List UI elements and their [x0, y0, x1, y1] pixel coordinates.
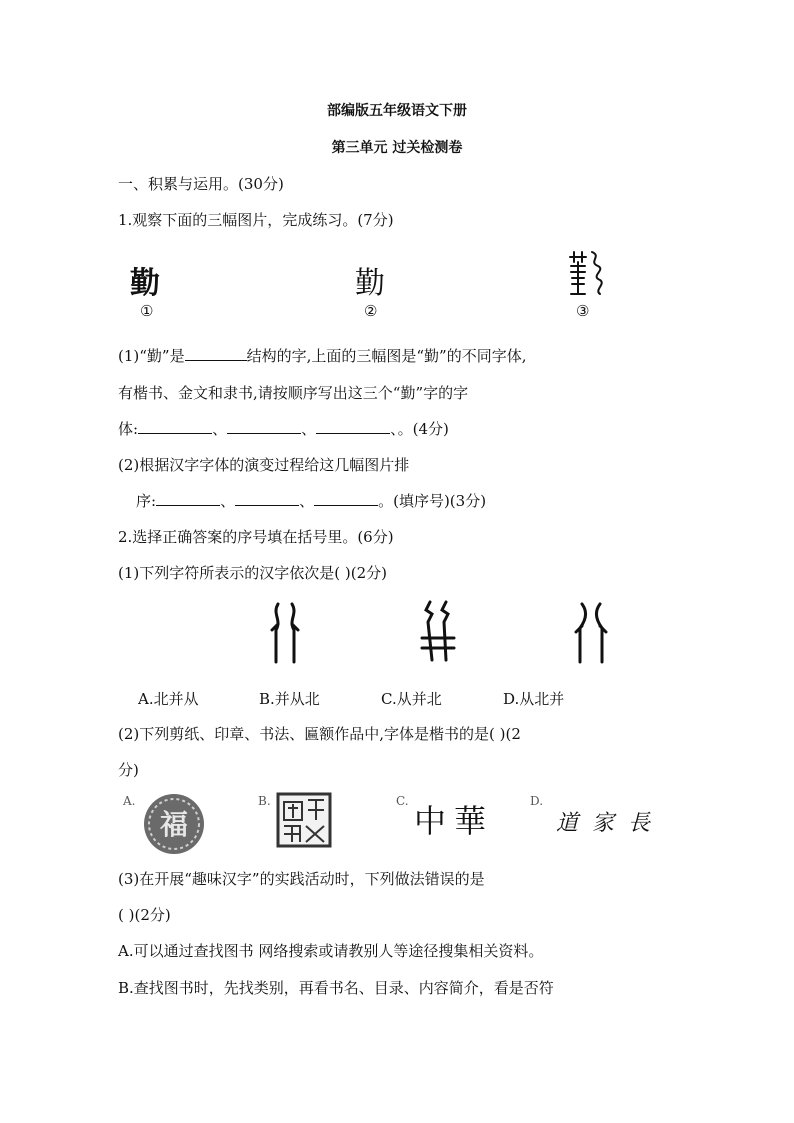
document-title: 部编版五年级语文下册	[327, 103, 467, 119]
calligraphy-zhonghua-text: 中華	[414, 802, 495, 840]
q1-part1-line3-end: 、。(4分)	[390, 420, 449, 438]
q2-sub3-line2: ( )(2分)	[118, 906, 171, 924]
q1-part1-text-b: 结构的字,上面的三幅图是“勤”的不同字体,	[246, 347, 527, 365]
answer-blank-order-2[interactable]	[235, 491, 299, 506]
q1-part2-line2	[136, 491, 486, 511]
glyph-1-char: 勤	[130, 266, 160, 301]
seal-stamp-image	[276, 792, 332, 852]
answer-blank-font-2[interactable]	[227, 419, 301, 434]
papercut-fu-image	[142, 792, 206, 860]
q1-part1-line3-label: 体:	[118, 420, 139, 438]
glyph-image-3-seal	[568, 248, 608, 302]
glyph-2-char: 勤	[355, 266, 385, 301]
oracle-glyph-cong-image	[574, 600, 608, 670]
oracle-glyph-bing-image	[420, 598, 456, 668]
q1-part2-line2-label: 序:	[136, 492, 157, 510]
q1-part2-line2-end: 。(填序号)(3分)	[378, 492, 487, 510]
q1-part1-line3	[118, 419, 449, 439]
glyph-image-1	[130, 258, 160, 302]
answer-blank-order-1[interactable]	[156, 491, 220, 506]
plaque-daojiachang-image	[556, 806, 664, 837]
answer-blank-structure[interactable]	[185, 346, 247, 361]
answer-blank-order-3[interactable]	[314, 491, 378, 506]
separator: 、	[299, 492, 315, 510]
oracle-glyph-bei-image	[268, 600, 302, 670]
papercut-fu-char: 福	[159, 808, 189, 841]
glyph-image-2	[355, 258, 385, 302]
q2-sub1-option-a[interactable]: A.北并从	[138, 690, 199, 708]
answer-blank-font-3[interactable]	[316, 419, 390, 434]
plaque-daojiachang-text: 道家長	[556, 811, 665, 836]
q2-sub1-option-b[interactable]: B.并从北	[259, 690, 320, 708]
q2-sub3-option-a[interactable]: A.可以通过查找图书 网络搜索或请教别人等途径搜集相关资料。	[118, 942, 544, 960]
q2-sub2-label-c: C.	[396, 794, 409, 808]
q2-sub3-option-b[interactable]: B.查找图书时，先找类别，再看书名、目录、内容简介，看是否符	[118, 979, 554, 997]
q2-sub2-line2: 分)	[118, 761, 139, 779]
q1-part1-line1	[118, 346, 526, 366]
calligraphy-zhonghua-image	[414, 796, 494, 842]
section-heading: 一、积累与运用。(30分)	[118, 175, 284, 193]
question-1-stem: 1.观察下面的三幅图片，完成练习。(7分)	[118, 211, 394, 229]
q1-part2-line1: (2)根据汉字字体的演变过程给这几幅图片排	[118, 456, 410, 474]
q2-sub1: (1)下列字符所表示的汉字依次是( )(2分)	[118, 564, 387, 582]
document-subtitle: 第三单元 过关检测卷	[331, 140, 463, 156]
separator: 、	[212, 420, 228, 438]
q2-sub1-option-c[interactable]: C.从并北	[381, 690, 442, 708]
q2-sub2-label-d: D.	[530, 794, 544, 808]
q2-sub1-option-d[interactable]: D.从北并	[503, 690, 565, 708]
q2-sub2-label-b: B.	[258, 794, 271, 808]
separator: 、	[220, 492, 236, 510]
answer-blank-font-1[interactable]	[138, 419, 212, 434]
q2-sub2-label-a: A.	[123, 794, 136, 808]
q1-part1-line2: 有楷书、金文和隶书,请按顺序写出这三个“勤”字的字	[118, 384, 469, 402]
question-2-stem: 2.选择正确答案的序号填在括号里。(6分)	[118, 528, 394, 546]
glyph-label-2: ②	[364, 302, 378, 320]
glyph-label-3: ③	[576, 302, 590, 320]
q2-sub2-line1: (2)下列剪纸、印章、书法、匾额作品中,字体是楷书的是( )(2	[118, 725, 521, 743]
q2-sub3-line1: (3)在开展“趣味汉字”的实践活动时，下列做法错误的是	[118, 870, 485, 888]
q1-part1-text-a: (1)“勤”是	[118, 347, 185, 365]
separator: 、	[301, 420, 317, 438]
glyph-label-1: ①	[140, 302, 154, 320]
